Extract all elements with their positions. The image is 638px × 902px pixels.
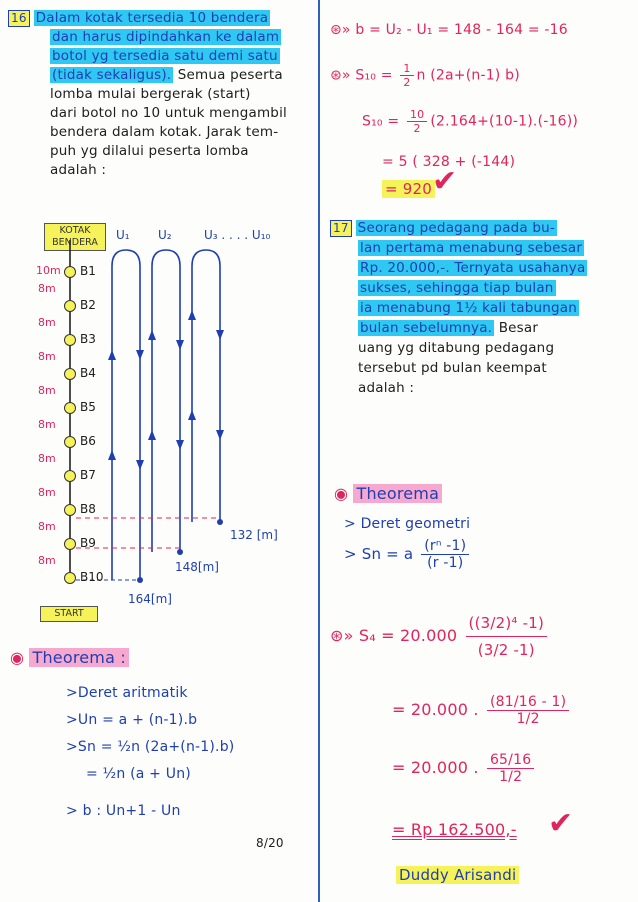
spacing-label: 8m xyxy=(38,554,56,567)
theorem-left-line: >Un = a + (n-1).b xyxy=(66,712,198,728)
problem-16-line: Dalam kotak tersedia 10 bendera xyxy=(35,10,269,26)
spacing-label: 8m xyxy=(38,384,56,397)
solution-16-sn: ⊛» S₁₀ = $\frac{1}{2}$ n (2a+(n-1) b) xyxy=(330,62,520,89)
bottle-marker xyxy=(64,266,76,278)
problem-17-number: 17 xyxy=(330,220,352,237)
bottle-label: B4 xyxy=(80,366,96,380)
distance-148: 148[m] xyxy=(175,560,219,574)
bottle-label: B6 xyxy=(80,434,96,448)
bottle-marker xyxy=(64,538,76,550)
u1-label: U₁ xyxy=(116,228,130,242)
problem-17-line: tersebut pd bulan keempat xyxy=(358,360,547,376)
problem-16-line: Semua peserta xyxy=(177,67,283,83)
bottle-marker xyxy=(64,368,76,380)
solution-17-step3: = 20.000 . $\frac{65/16}{1/2}$ xyxy=(392,752,537,785)
spacing-label: 8m xyxy=(38,520,56,533)
kotak-bendera-box: KOTAK BENDERA xyxy=(44,223,106,251)
problem-16-line: dari botol no 10 untuk mengambil xyxy=(50,105,287,121)
bottle-marker xyxy=(64,402,76,414)
problem-17-line: lan pertama menabung sebesar xyxy=(360,240,583,256)
bottle-label: B8 xyxy=(80,502,96,516)
bottle-label: B2 xyxy=(80,298,96,312)
spacing-label: 8m xyxy=(38,486,56,499)
bottle-label: B3 xyxy=(80,332,96,346)
problem-17-line: Seorang pedagang pada bu- xyxy=(357,220,555,236)
problem-17-text xyxy=(330,218,587,398)
bottle-marker xyxy=(64,572,76,584)
theorem-right-formula: > Sn = a $\frac{\text{(rⁿ -1)}}{(r -1)}$ xyxy=(344,538,472,571)
column-divider xyxy=(318,0,320,902)
u3-path xyxy=(192,250,220,522)
problem-16-number: 16 xyxy=(8,10,30,27)
problem-16-line: puh yg dilalui peserta lomba xyxy=(50,143,249,159)
solution-16-step: = 5 ( 328 + (-144) xyxy=(382,154,516,170)
problem-16-line: dan harus dipindahkan ke dalam xyxy=(52,29,280,45)
distance-132: 132 [m] xyxy=(230,528,278,542)
start-box: START xyxy=(40,606,98,622)
theorem-left-line: = ½n (a + Un) xyxy=(86,766,191,782)
arrowheads xyxy=(108,310,224,470)
author-name: Duddy Arisandi xyxy=(396,866,519,884)
spacing-label: 8m xyxy=(38,452,56,465)
bottle-label: B1 xyxy=(80,264,96,278)
bottle-marker xyxy=(64,504,76,516)
solution-17-step2: = 20.000 . $\frac{(81/16 - 1)}{1/2}$ xyxy=(392,694,572,727)
theorem-right-line: > Deret geometri xyxy=(344,516,471,532)
measure-top: 10m xyxy=(36,264,61,277)
problem-16-line: bendera dalam kotak. Jarak tem- xyxy=(50,124,279,140)
problem-16-line: (tidak sekaligus). xyxy=(52,67,172,83)
problem-17-line: uang yg ditabung pedagang xyxy=(358,340,555,356)
distance-164: 164[m] xyxy=(128,592,172,606)
solution-17-answer: = Rp 162.500,- xyxy=(392,820,517,839)
problem-17-line: sukses, sehingga tiap bulan xyxy=(360,280,554,296)
bottle-label: B5 xyxy=(80,400,96,414)
theorem-left-line: >Sn = ½n (2a+(n-1).b) xyxy=(66,739,235,755)
u2-path xyxy=(152,250,180,552)
bottle-marker xyxy=(64,334,76,346)
bottle-marker xyxy=(64,436,76,448)
bottle-marker xyxy=(64,470,76,482)
solution-17-s4: ⊛» S₄ = 20.000 $\frac{\text{((3/2)⁴ -1)}}{(3/2 -1)}$ xyxy=(330,614,550,659)
problem-17-line: bulan sebelumnya. xyxy=(360,320,493,336)
bottle-label: B7 xyxy=(80,468,96,482)
u3-u10-label: U₃ . . . . U₁₀ xyxy=(204,228,271,242)
check-icon: ✔ xyxy=(548,806,574,841)
spacing-label: 8m xyxy=(38,418,56,431)
solution-16-answer: = 920 xyxy=(382,180,435,198)
problem-17-line: Besar xyxy=(498,320,539,336)
problem-17-line: Rp. 20.000,-. Ternyata usahanya xyxy=(360,260,586,276)
problem-16-line: botol yg tersedia satu demi satu xyxy=(52,48,278,64)
theorem-right-title: ◉ Theorema xyxy=(334,484,442,503)
u1-path xyxy=(112,250,140,580)
bottle-marker xyxy=(64,300,76,312)
page-number: 8/20 xyxy=(256,836,284,850)
spacing-label: 8m xyxy=(38,316,56,329)
spacing-label: 8m xyxy=(38,350,56,363)
theorem-left-line: >Deret aritmatik xyxy=(66,685,188,701)
solution-16-b: ⊛» b = U₂ - U₁ = 148 - 164 = -16 xyxy=(330,22,568,38)
problem-16-line: lomba mulai bergerak (start) xyxy=(50,86,251,102)
u2-label: U₂ xyxy=(158,228,172,242)
solution-16-s10: S₁₀ = $\frac{10}{2}$ (2.164+(10-1).(-16)) xyxy=(362,108,579,135)
theorem-left-title: ◉ Theorema : xyxy=(10,648,129,667)
bottle-label: B9 xyxy=(80,536,96,550)
bottle-label: B10 xyxy=(80,570,104,584)
check-icon: ✔ xyxy=(432,164,458,199)
problem-17-line: ia menabung 1½ kali tabungan xyxy=(360,300,577,316)
problem-17-line: adalah : xyxy=(358,380,415,396)
problem-16-line: adalah : xyxy=(50,162,107,178)
spacing-label: 8m xyxy=(38,282,56,295)
theorem-left-lines xyxy=(66,680,234,825)
theorem-left-line: > b : Un+1 - Un xyxy=(66,803,181,819)
